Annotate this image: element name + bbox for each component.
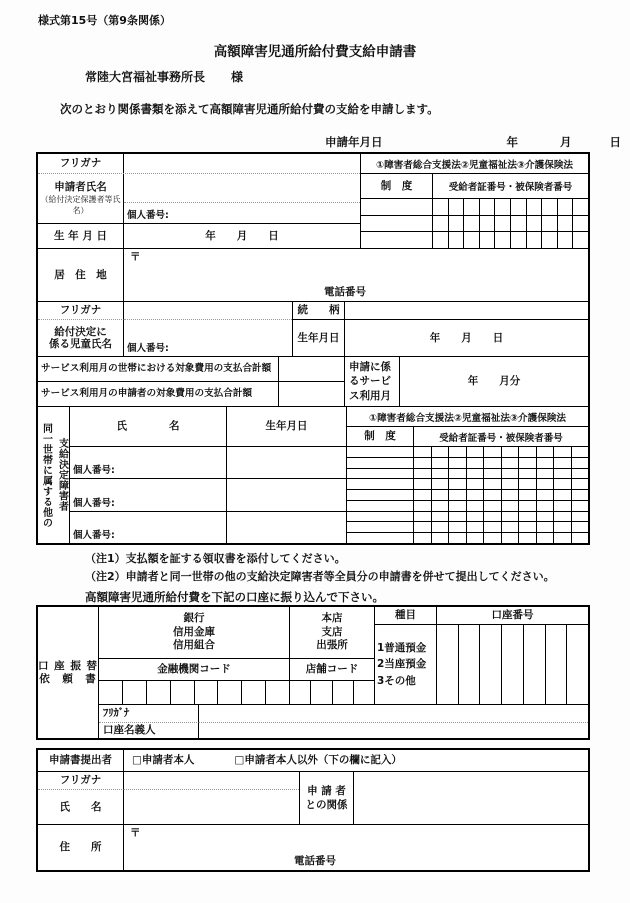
- submitter-furigana-label: フリガナ: [38, 772, 124, 790]
- digit-cell[interactable]: [479, 625, 501, 704]
- service-month-label-line1: 申請に係: [349, 361, 391, 374]
- applicant-cert-grid-row1: [433, 199, 588, 215]
- digit-cell[interactable]: [518, 501, 536, 511]
- digit-cell[interactable]: [466, 490, 484, 500]
- digit-cell[interactable]: [494, 199, 510, 215]
- address-phone-label: 電話番号: [324, 285, 366, 298]
- applicant-cert-grid-row3: [433, 232, 588, 248]
- digit-cell[interactable]: [553, 533, 571, 543]
- member1-system-input[interactable]: [347, 447, 414, 457]
- digit-cell[interactable]: [518, 479, 536, 489]
- digit-cell[interactable]: [483, 479, 501, 489]
- postal-mark: 〒: [130, 251, 141, 263]
- institution-type-bank: 銀行: [183, 612, 205, 625]
- institution-code-grid: [99, 681, 289, 704]
- address-section: [38, 249, 588, 302]
- member2-name-input[interactable]: [70, 479, 227, 510]
- applicant-personal-number-input[interactable]: [124, 202, 360, 223]
- digit-cell[interactable]: [463, 232, 479, 248]
- member2-cert-grid: [414, 501, 588, 511]
- digit-cell[interactable]: [466, 469, 484, 479]
- service-month-input[interactable]: 年 月分: [467, 375, 521, 388]
- member2-birthdate-input[interactable]: [227, 479, 347, 510]
- applicant-system-input[interactable]: [361, 232, 433, 248]
- digit-cell[interactable]: [501, 625, 523, 704]
- digit-cell[interactable]: [510, 232, 526, 248]
- date-day-unit: 日: [609, 135, 621, 149]
- member2-system-input[interactable]: [347, 479, 414, 489]
- main-table: [36, 152, 590, 545]
- child-name-input[interactable]: [124, 320, 292, 356]
- household-cost-input[interactable]: [279, 357, 344, 381]
- digit-cell[interactable]: [217, 681, 241, 704]
- digit-cell[interactable]: [510, 199, 526, 215]
- costs-section: [38, 357, 588, 407]
- account-type-options[interactable]: [375, 625, 436, 704]
- digit-cell[interactable]: [571, 458, 589, 468]
- digit-cell[interactable]: [501, 490, 519, 500]
- digit-cell[interactable]: [414, 479, 431, 489]
- child-birthdate-input[interactable]: 年 月 日: [429, 331, 504, 344]
- member3-birthdate-input[interactable]: [227, 512, 347, 543]
- digit-cell[interactable]: [501, 501, 519, 511]
- applicant-system-input[interactable]: [361, 199, 433, 215]
- account-holder-input[interactable]: [199, 723, 588, 738]
- digit-cell[interactable]: [122, 681, 146, 704]
- digit-cell[interactable]: [518, 522, 536, 532]
- digit-cell[interactable]: [501, 469, 519, 479]
- digit-cell[interactable]: [541, 232, 557, 248]
- member2-personal-number-label: 個人番号:: [73, 497, 115, 509]
- digit-cell[interactable]: [526, 216, 542, 232]
- digit-cell[interactable]: [479, 232, 495, 248]
- child-name-label-line1: 給付決定に: [54, 325, 107, 338]
- branch-type-cell[interactable]: [290, 607, 374, 659]
- submitter-phone-label: 電話番号: [294, 854, 336, 867]
- account-holder-label: 口座名義人: [99, 723, 199, 738]
- application-date-line: [325, 134, 621, 150]
- service-month-label-line2: るサービ: [349, 375, 391, 388]
- submitter-relation-label-line1: 申 請 者: [307, 784, 346, 797]
- digit-cell[interactable]: [557, 216, 573, 232]
- address-input[interactable]: [124, 249, 588, 301]
- digit-cell[interactable]: [433, 199, 448, 215]
- child-section: [38, 302, 588, 357]
- applicant-birthdate-label: 生 年 月 日: [38, 224, 124, 248]
- applicant-section: [38, 154, 588, 249]
- digit-cell[interactable]: [431, 479, 449, 489]
- checkbox-applicant-other[interactable]: □申請者本人以外（下の欄に記入）: [234, 754, 402, 767]
- digit-cell[interactable]: [466, 501, 484, 511]
- member-row-2: [70, 479, 588, 511]
- applicant-personal-number-label: 個人番号:: [127, 210, 169, 221]
- digit-cell[interactable]: [501, 533, 519, 543]
- applicant-name-label: 申請者氏名: [54, 181, 107, 194]
- digit-cell[interactable]: [437, 625, 458, 704]
- digit-cell[interactable]: [431, 469, 449, 479]
- submitter-relation-input[interactable]: [354, 772, 588, 824]
- digit-cell[interactable]: [479, 199, 495, 215]
- member-row-1: [70, 447, 588, 479]
- institution-type-kumiai: 信用組合: [173, 639, 215, 652]
- digit-cell[interactable]: [553, 501, 571, 511]
- digit-cell[interactable]: [518, 490, 536, 500]
- account-type-ordinary: 1普通預金: [377, 642, 427, 655]
- child-furigana-input[interactable]: [124, 302, 292, 320]
- digit-cell[interactable]: [541, 216, 557, 232]
- account-type-other: 3その他: [377, 674, 416, 687]
- form-number: 様式第15号（第9条関係）: [38, 14, 171, 27]
- bank-table: [36, 605, 590, 740]
- household-side-label-inner: 支給決定障害者: [56, 438, 68, 512]
- digit-cell[interactable]: [431, 533, 449, 543]
- child-relation-label: 続 柄: [292, 302, 345, 320]
- branch-code-label: 店舗コード: [290, 659, 374, 681]
- digit-cell[interactable]: [553, 512, 571, 522]
- digit-cell[interactable]: [536, 533, 554, 543]
- member-birthdate-header: 生年月日: [227, 407, 347, 446]
- digit-cell[interactable]: [572, 216, 588, 232]
- submitter-postal-mark: 〒: [130, 827, 141, 839]
- digit-cell[interactable]: [448, 512, 466, 522]
- digit-cell[interactable]: [501, 458, 519, 468]
- branch-type-honten: 本店: [321, 612, 343, 625]
- digit-cell[interactable]: [414, 458, 431, 468]
- digit-cell[interactable]: [466, 512, 484, 522]
- member3-system-input[interactable]: [347, 533, 414, 543]
- digit-cell[interactable]: [501, 512, 519, 522]
- digit-cell[interactable]: [431, 512, 449, 522]
- digit-cell[interactable]: [526, 232, 542, 248]
- digit-cell[interactable]: [571, 512, 589, 522]
- bank-furigana-label: ﾌﾘｶﾞﾅ: [99, 705, 199, 723]
- digit-cell[interactable]: [290, 681, 310, 704]
- member-name-header: 氏 名: [70, 407, 227, 446]
- digit-cell[interactable]: [526, 199, 542, 215]
- digit-cell[interactable]: [463, 216, 479, 232]
- addressee: 常陸大宮福祉事務所長: [85, 70, 206, 84]
- digit-cell[interactable]: [536, 512, 554, 522]
- page-title: 高額障害児通所給付費支給申請書: [213, 44, 417, 60]
- digit-cell[interactable]: [448, 232, 464, 248]
- digit-cell[interactable]: [566, 625, 588, 704]
- digit-cell[interactable]: [523, 625, 545, 704]
- digit-cell[interactable]: [510, 216, 526, 232]
- note-2: （注2）申請者と同一世帯の他の支給決定障害者等全員分の申請書を併せて提出してください。: [85, 570, 555, 583]
- member3-cert-grid: [414, 533, 588, 543]
- digit-cell[interactable]: [572, 232, 588, 248]
- submitter-name-label: 氏 名: [38, 790, 124, 824]
- digit-cell[interactable]: [571, 469, 589, 479]
- service-month-label-line3: ス利用月: [349, 389, 391, 402]
- account-number-header: 口座番号: [437, 607, 588, 625]
- address-label: 居 住 地: [38, 249, 124, 301]
- digit-cell[interactable]: [571, 479, 589, 489]
- member2-cert-grid: [414, 479, 588, 489]
- digit-cell[interactable]: [536, 522, 554, 532]
- digit-cell[interactable]: [414, 512, 431, 522]
- account-type-header: 種目: [375, 607, 436, 625]
- digit-cell[interactable]: [518, 533, 536, 543]
- digit-cell[interactable]: [332, 681, 353, 704]
- submitter-address-label: 住 所: [38, 825, 124, 870]
- applicant-system-input[interactable]: [361, 216, 433, 232]
- digit-cell[interactable]: [536, 447, 554, 457]
- checkbox-applicant-self[interactable]: □申請者本人: [132, 754, 195, 767]
- account-type-current: 2当座預金: [377, 658, 427, 671]
- household-cost-label: サービス利用月の世帯における対象費用の支払合計額: [38, 357, 279, 381]
- digit-cell[interactable]: [501, 447, 519, 457]
- date-year-unit: 年: [506, 135, 518, 149]
- applicant-cert-label: 受給者証番号・被保険者番号: [448, 182, 573, 193]
- applicant-cost-label: サービス利用月の申請者の対象費用の支払合計額: [38, 382, 279, 406]
- household-side-label-outer: 同一世帯に属する他の: [40, 422, 52, 528]
- digit-cell[interactable]: [536, 490, 554, 500]
- digit-cell[interactable]: [241, 681, 265, 704]
- member3-system-input[interactable]: [347, 512, 414, 522]
- digit-cell[interactable]: [414, 490, 431, 500]
- digit-cell[interactable]: [483, 490, 501, 500]
- digit-cell[interactable]: [433, 232, 448, 248]
- member1-name-input[interactable]: [70, 447, 227, 478]
- digit-cell[interactable]: [433, 216, 448, 232]
- branch-code-grid: [290, 681, 374, 704]
- digit-cell[interactable]: [466, 522, 484, 532]
- digit-cell[interactable]: [448, 490, 466, 500]
- digit-cell[interactable]: [553, 490, 571, 500]
- member1-birthdate-input[interactable]: [227, 447, 347, 478]
- member3-cert-grid: [414, 522, 588, 532]
- member1-cert-grid: [414, 458, 588, 468]
- member1-cert-grid: [414, 469, 588, 479]
- submitter-furigana-input[interactable]: [124, 772, 299, 790]
- member3-name-input[interactable]: [70, 512, 227, 543]
- digit-cell[interactable]: [557, 232, 573, 248]
- digit-cell[interactable]: [448, 447, 466, 457]
- institution-type-cell[interactable]: [99, 607, 289, 659]
- digit-cell[interactable]: [494, 232, 510, 248]
- digit-cell[interactable]: [448, 533, 466, 543]
- digit-cell[interactable]: [557, 199, 573, 215]
- applicant-furigana-label: フリガナ: [38, 154, 124, 173]
- digit-cell[interactable]: [571, 501, 589, 511]
- date-month-unit: 月: [560, 135, 572, 149]
- digit-cell[interactable]: [353, 681, 374, 704]
- digit-cell[interactable]: [483, 469, 501, 479]
- member1-system-input[interactable]: [347, 469, 414, 479]
- note-1: （注1）支払額を証する領収書を添付してください。: [85, 552, 346, 565]
- applicant-name-sublabel: （給付決定保護者等氏名）: [40, 194, 121, 215]
- digit-cell[interactable]: [431, 522, 449, 532]
- applicant-cost-input[interactable]: [279, 382, 344, 406]
- member3-cert-grid: [414, 512, 588, 522]
- digit-cell[interactable]: [414, 533, 431, 543]
- digit-cell[interactable]: [536, 479, 554, 489]
- member-laws-header: ①障害者総合支援法②児童福祉法③介護保険法: [347, 407, 588, 427]
- child-name-label-line2: 係る児童氏名: [49, 338, 112, 350]
- household-members-section: [38, 407, 588, 543]
- digit-cell[interactable]: [170, 681, 194, 704]
- member1-personal-number-label: 個人番号:: [73, 465, 115, 477]
- digit-cell[interactable]: [553, 522, 571, 532]
- digit-cell[interactable]: [553, 447, 571, 457]
- child-birthdate-label: 生年月日: [292, 320, 345, 356]
- digit-cell[interactable]: [494, 216, 510, 232]
- member2-system-input[interactable]: [347, 501, 414, 511]
- digit-cell[interactable]: [448, 458, 466, 468]
- digit-cell[interactable]: [553, 479, 571, 489]
- digit-cell[interactable]: [571, 533, 589, 543]
- digit-cell[interactable]: [483, 501, 501, 511]
- member-system-label: 制 度: [347, 427, 414, 446]
- submitter-relation-label-line2: との関係: [305, 799, 348, 811]
- digit-cell[interactable]: [483, 522, 501, 532]
- applicant-laws-header: ①障害者総合支援法②児童福祉法③介護保険法: [361, 154, 588, 174]
- digit-cell[interactable]: [483, 533, 501, 543]
- digit-cell[interactable]: [536, 469, 554, 479]
- applicant-name-input[interactable]: [124, 174, 360, 202]
- digit-cell[interactable]: [571, 447, 589, 457]
- digit-cell[interactable]: [545, 625, 567, 704]
- intro-sentence: 次のとおり関係書類を添えて高額障害児通所給付費の支給を申請します。: [60, 102, 439, 116]
- digit-cell[interactable]: [466, 458, 484, 468]
- member3-system-input[interactable]: [347, 522, 414, 532]
- member-cert-label: 受給者証番号・被保険者番号: [439, 432, 563, 444]
- account-number-grid: [437, 625, 588, 704]
- digit-cell[interactable]: [572, 199, 588, 215]
- institution-type-shinkin: 信用金庫: [173, 625, 215, 638]
- submitter-label: 申請書提出者: [38, 750, 124, 771]
- application-date-label: 申請年月日: [325, 135, 383, 149]
- digit-cell[interactable]: [448, 522, 466, 532]
- digit-cell[interactable]: [448, 501, 466, 511]
- digit-cell[interactable]: [466, 447, 484, 457]
- digit-cell[interactable]: [466, 533, 484, 543]
- digit-cell[interactable]: [483, 447, 501, 457]
- digit-cell[interactable]: [414, 447, 431, 457]
- digit-cell[interactable]: [518, 458, 536, 468]
- submitter-name-input[interactable]: [124, 790, 299, 824]
- submitter-address-input[interactable]: [124, 825, 588, 870]
- digit-cell[interactable]: [553, 469, 571, 479]
- bank-side-label-line2: 依 頼 書: [39, 672, 97, 685]
- digit-cell[interactable]: [483, 512, 501, 522]
- digit-cell[interactable]: [265, 681, 289, 704]
- digit-cell[interactable]: [414, 469, 431, 479]
- digit-cell[interactable]: [448, 479, 466, 489]
- digit-cell[interactable]: [501, 522, 519, 532]
- digit-cell[interactable]: [479, 216, 495, 232]
- digit-cell[interactable]: [518, 447, 536, 457]
- member2-system-input[interactable]: [347, 490, 414, 500]
- digit-cell[interactable]: [448, 199, 464, 215]
- digit-cell[interactable]: [448, 216, 464, 232]
- digit-cell[interactable]: [553, 458, 571, 468]
- digit-cell[interactable]: [541, 199, 557, 215]
- digit-cell[interactable]: [194, 681, 218, 704]
- institution-code-label: 金融機関コード: [99, 659, 289, 681]
- digit-cell[interactable]: [463, 199, 479, 215]
- branch-type-shucchojo: 出張所: [316, 639, 348, 652]
- applicant-cert-grid-row2: [433, 216, 588, 232]
- applicant-furigana-input[interactable]: [124, 154, 360, 173]
- member-row-3: [70, 512, 588, 543]
- digit-cell[interactable]: [536, 501, 554, 511]
- digit-cell[interactable]: [518, 469, 536, 479]
- digit-cell[interactable]: [431, 447, 449, 457]
- digit-cell[interactable]: [483, 458, 501, 468]
- bank-instruction: 高額障害児通所給付費を下記の口座に振り込んで下さい。: [85, 590, 384, 604]
- digit-cell[interactable]: [518, 512, 536, 522]
- member2-cert-grid: [414, 490, 588, 500]
- addressee-honorific: 様: [231, 70, 244, 84]
- digit-cell[interactable]: [501, 479, 519, 489]
- child-furigana-label: フリガナ: [38, 302, 124, 320]
- digit-cell[interactable]: [571, 522, 589, 532]
- branch-type-shiten: 支店: [321, 625, 343, 638]
- member1-system-input[interactable]: [347, 458, 414, 468]
- digit-cell[interactable]: [458, 625, 480, 704]
- member1-cert-grid: [414, 447, 588, 457]
- digit-cell[interactable]: [431, 490, 449, 500]
- digit-cell[interactable]: [571, 490, 589, 500]
- applicant-birthdate-input[interactable]: 年 月 日: [205, 229, 279, 242]
- digit-cell[interactable]: [536, 458, 554, 468]
- digit-cell[interactable]: [466, 479, 484, 489]
- digit-cell[interactable]: [431, 501, 449, 511]
- digit-cell[interactable]: [99, 681, 122, 704]
- digit-cell[interactable]: [414, 522, 431, 532]
- digit-cell[interactable]: [310, 681, 331, 704]
- bank-side-label-line1: 口 座 振 替: [38, 660, 98, 673]
- submitter-table: [36, 748, 590, 872]
- digit-cell[interactable]: [431, 458, 449, 468]
- digit-cell[interactable]: [146, 681, 170, 704]
- member3-personal-number-label: 個人番号:: [73, 529, 115, 541]
- digit-cell[interactable]: [414, 501, 431, 511]
- digit-cell[interactable]: [448, 469, 466, 479]
- child-relation-input[interactable]: [345, 302, 588, 320]
- applicant-system-label: 制 度: [361, 174, 433, 198]
- bank-furigana-input[interactable]: [199, 705, 588, 723]
- child-personal-number-label: 個人番号:: [127, 343, 169, 354]
